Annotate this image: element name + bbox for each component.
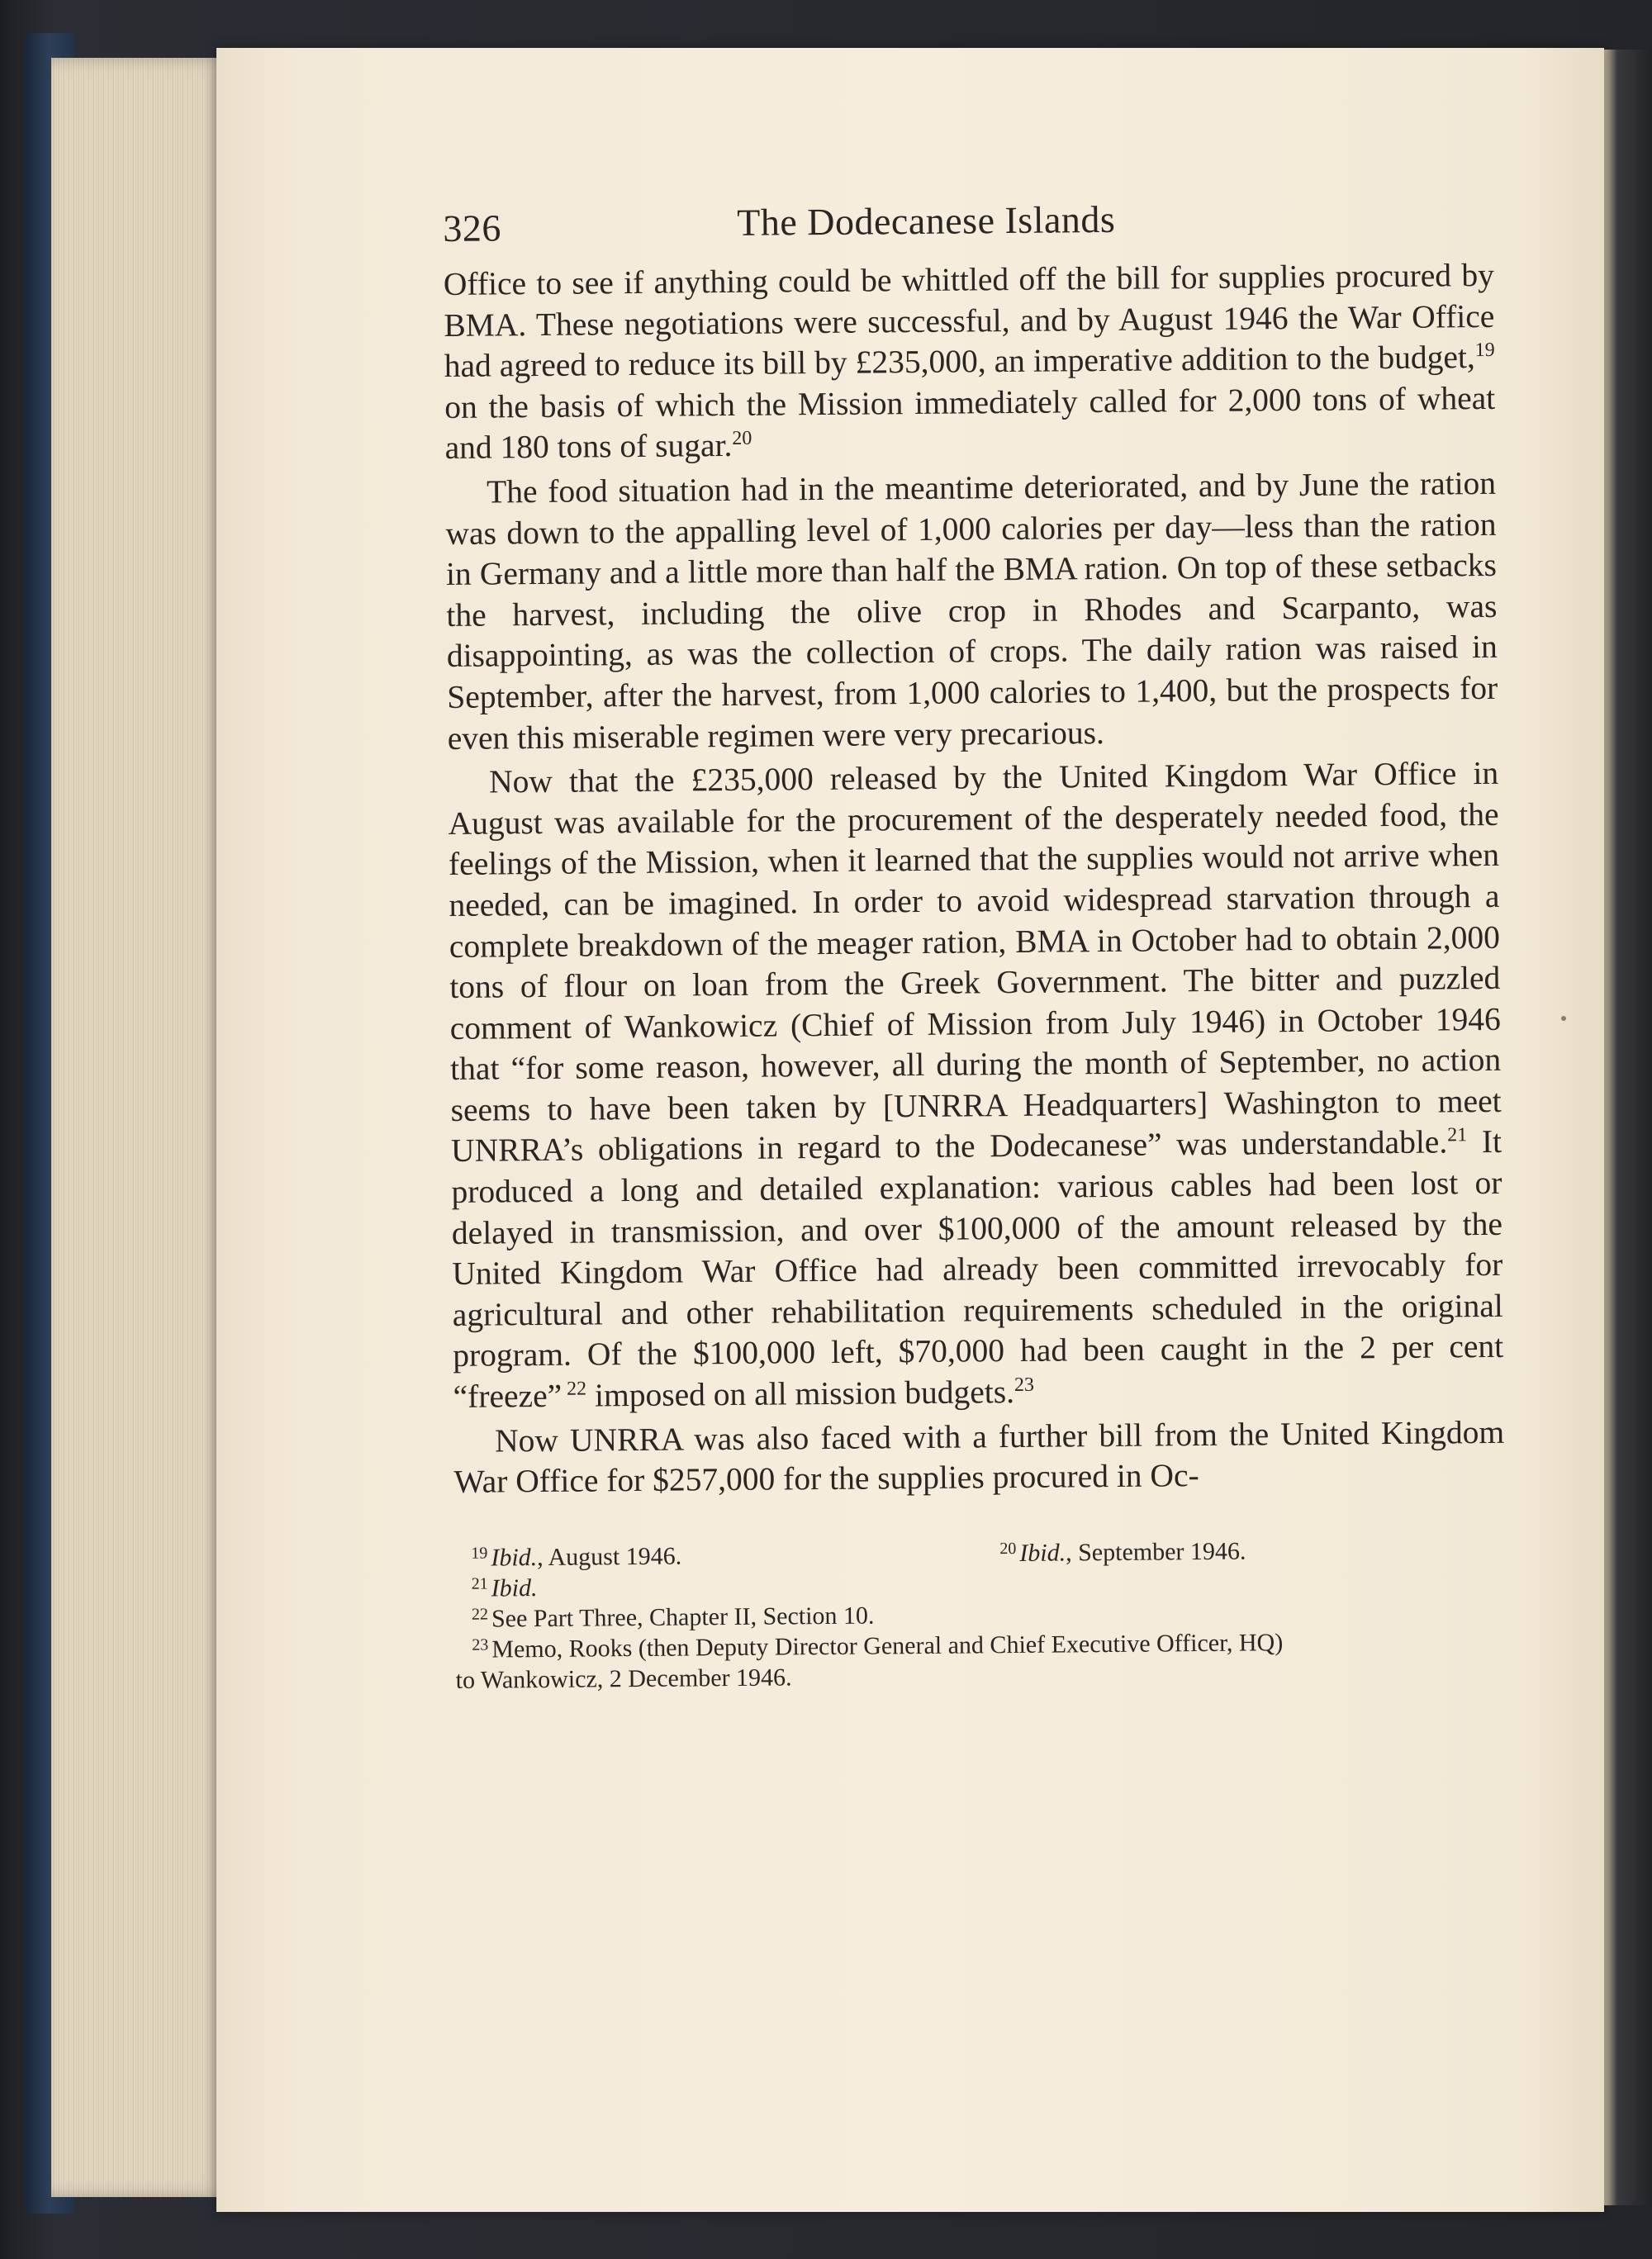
- footnote-19: $^{19}$ Ibid., August 1946.: [471, 1542, 682, 1572]
- page-speck: [1561, 1016, 1566, 1021]
- paragraph: [444, 255, 1496, 469]
- running-head: [443, 189, 1494, 264]
- body-text: [444, 255, 1505, 1503]
- page-stack-edges: [51, 58, 225, 2197]
- footnote-21: $^{21}$ Ibid.: [471, 1573, 538, 1602]
- page-number: 326: [443, 206, 502, 249]
- text-run: imposed on all mission budgets.: [586, 1374, 1015, 1414]
- page-content: [443, 189, 1507, 1696]
- footnote-22: $^{22}$ See Part Three, Chapter II, Section 10.: [471, 1602, 875, 1633]
- text-run: The food situation had in the meantime deteriorated, and by June the ration was down to the appalling level of 1,000 calories per day—less than the ration in Germany and a little more than half the BMA ration. On top of these setbacks the harvest, including the olive crop in Rhodes and Scarpanto, was disappointing, as was the collection of crops. The daily ration was raised in September, after the harvest, from 1,000 calories to 1,400, but the prospects for even this miserable regimen were very precarious.: [445, 464, 1498, 757]
- text-run: It produced a long and detailed explanation: various cables had been lost or delayed in transmission, and over $100,000 of the amount released by the United Kingdom War Office had already been committed irrevocably for agricultural and other rehabilitation requirements scheduled in the original program. Of the $100,000 left, $70,000 had been caught in the 2 per cent “freeze”: [451, 1123, 1504, 1415]
- text-run: Now that the £235,000 released by the United Kingdom War Office in August was available for the procurement of the desperately needed food, the feelings of the Mission, when it learned that the supplies would not arrive when needed, can be imagined. In order to avoid widespread starvation through a complete breakdown of the meager ration, BMA in October had to obtain 2,000 tons of flour on loan from the Greek Government. The bitter and puzzled comment of Wankowicz (Chief of Mission from July 1946) in October 1946 that “for some reason, however, all during the month of September, no action seems to have been taken by [UNRRA Headquarters] Washington to meet UNRRA’s obligations in regard to the Dodecanese” was understandable.: [448, 754, 1502, 1170]
- footnote-23-continued: to Wankowicz, 2 December 1946.: [455, 1663, 792, 1694]
- footnote-23: $^{23}$ Memo, Rooks (then Deputy Director General and Chief Executive Officer, HQ): [472, 1629, 1284, 1663]
- paragraph: [448, 753, 1504, 1418]
- text-run: Now UNRRA was also faced with a further bill from the United Kingdom War Office for $257,000 for the supplies procured in Oc-: [453, 1413, 1505, 1501]
- text-run: on the basis of which the Mission immediately called for 2,000 tons of wheat and 180 tons of sugar.: [444, 379, 1496, 467]
- footnote-20: $^{20}$ Ibid., September 1946.: [999, 1537, 1246, 1567]
- paragraph: [453, 1412, 1505, 1502]
- footnote-ref: 20: [732, 428, 752, 450]
- paragraph: [445, 463, 1498, 759]
- footnote-ref: 23: [1014, 1374, 1035, 1397]
- footnote-ref: 22: [561, 1378, 587, 1400]
- text-run: Office to see if anything could be whittled off the bill for supplies procured by BMA. These negotiations were successful, and by August 1946 the War Office had agreed to reduce its bill by £235,000, an imperative addition to the budget,: [443, 256, 1495, 385]
- footnotes: [454, 1534, 1507, 1696]
- footnote-ref: 19: [1474, 339, 1495, 362]
- running-title: The Dodecanese Islands: [737, 197, 1116, 244]
- footnote-ref: 21: [1447, 1124, 1468, 1146]
